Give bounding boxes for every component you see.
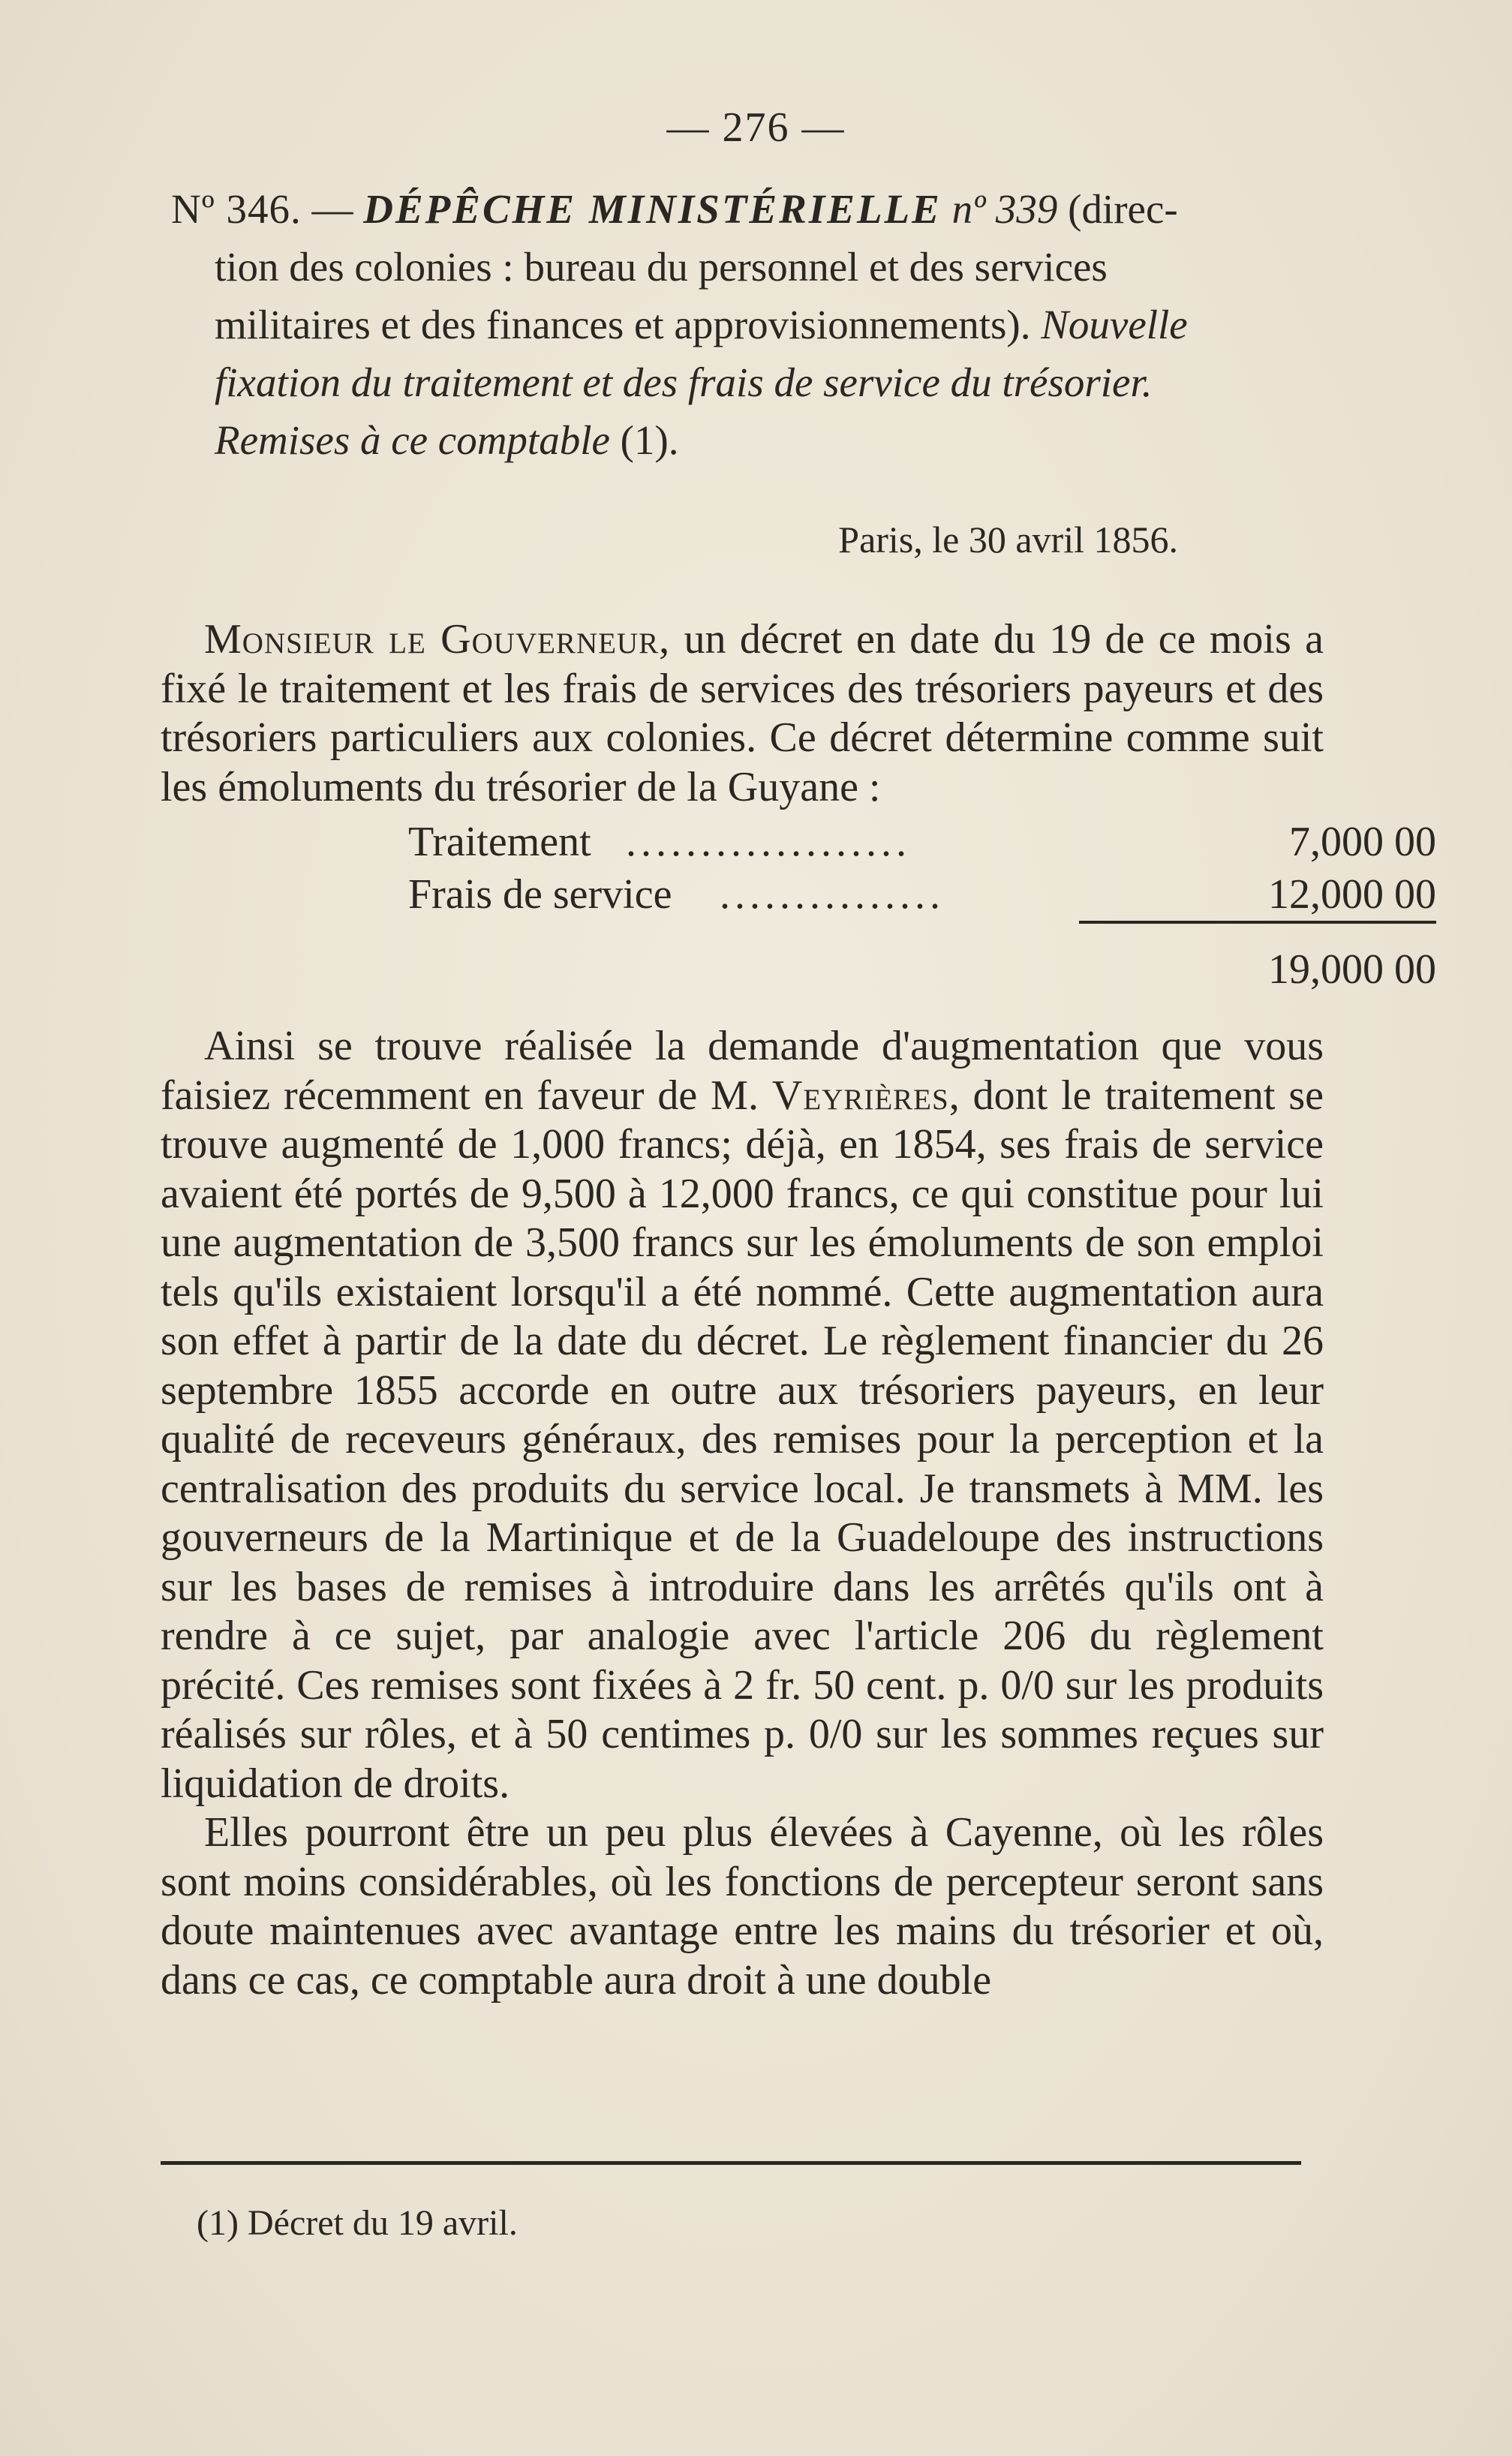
amount-total-row [408, 945, 1436, 998]
amount-label: Frais de service [408, 871, 672, 918]
sum-rule [1079, 921, 1436, 924]
amount-value: 12,000 00 [1268, 871, 1436, 918]
paragraph-3: Elles pourront être un peu plus élevées à Cayenne, où les rôles sont moins considérables, où les fonctions de percepteur seront sans doute maintenues avec avantage entre les mains du trésorier et où, dans ce cas, ce comptable aura droit à une double [161, 1809, 1324, 2004]
amount-row-frais [408, 870, 1436, 923]
paragraph-2-text-a: Ainsi se trouve réalisée la demande d'augmentation que vous faisiez récemment en faveur de M. [161, 1023, 1324, 1119]
page-number: — 276 — [666, 104, 846, 151]
letter-body [161, 615, 1436, 2005]
amount-label: Traitement [408, 819, 591, 865]
paragraph-1 [161, 615, 1324, 812]
heading-line3b: Nouvelle [1041, 302, 1188, 347]
paragraph-2 [161, 1022, 1324, 1808]
amount-total: 19,000 00 [1268, 946, 1436, 993]
heading-line5 [171, 411, 1334, 469]
place-date: Paris, le 30 avril 1856. [838, 519, 1178, 561]
paragraph-2-text-b: , dont le traitement se trouve augmenté de 1,000 francs; déjà, en 1854, ses frais de service avaient été portés de 9,500 à 12,000 francs, ce qui constitue pour lui une augmentation de 3,500 francs sur les émoluments de son emploi tels qu'ils existaient lorsqu'il a été nommé. Cette augmentation aura son effet à partir de la date du décret. Le règlement financier du 26 septembre 1855 accorde en outre aux trésoriers payeurs, en leur qualité de receveurs généraux, des remises pour la perception et la centralisation des produits du service local. Je transmets à MM. les gouverneurs de la Martinique et de la Guadeloupe des instructions sur les bases de remises à introduire dans les arrêtés qu'ils ont à rendre à ce sujet, par analogie avec l'article 206 du règlement précité. Ces remises sont fixées à 2 fr. 50 cent. p. 0/0 sur les produits réalisés sur rôles, et à 50 centimes p. 0/0 sur les sommes reçues sur liquidation de droits. [161, 1072, 1324, 1807]
salutation: Monsieur le Gouverneur, [204, 616, 671, 663]
footnote-rule [161, 2161, 1301, 2165]
heading-line2: tion des colonies : bureau du personnel et des services [215, 244, 1108, 290]
heading-number: Nº 346. [171, 186, 302, 232]
heading-title: DÉPÊCHE MINISTÉRIELLE [363, 186, 942, 232]
heading-ref: nº 339 [951, 186, 1058, 232]
heading-line5a: Remises à ce comptable [215, 417, 610, 463]
footnote: (1) Décret du 19 avril. [197, 2203, 518, 2243]
paragraph-1-text: un décret en date du 19 de ce mois a fixé le traitement et les frais de services des trésoriers payeurs et des trésoriers particuliers aux colonies. Ce décret détermine comme suit les émoluments du trésorier de la Guyane : [161, 616, 1324, 810]
heading-line4: fixation du traitement et des frais de service du trésorier. [215, 359, 1153, 405]
amounts-table [161, 812, 1436, 1022]
heading-line3a: militaires et des finances et approvisionnements). [215, 302, 1031, 347]
heading-line1-rest: (direc- [1068, 186, 1178, 232]
person-name: Veyrières [771, 1072, 949, 1119]
amount-row-traitement [408, 818, 1436, 870]
heading-line3 [171, 296, 1334, 353]
heading-line5b: (1). [620, 417, 679, 463]
heading-dash: — [311, 186, 353, 232]
document-heading [171, 180, 1334, 469]
leader-dots: ............... [720, 871, 945, 918]
leader-dots: ................... [626, 819, 911, 865]
amount-value: 7,000 00 [1289, 819, 1436, 865]
